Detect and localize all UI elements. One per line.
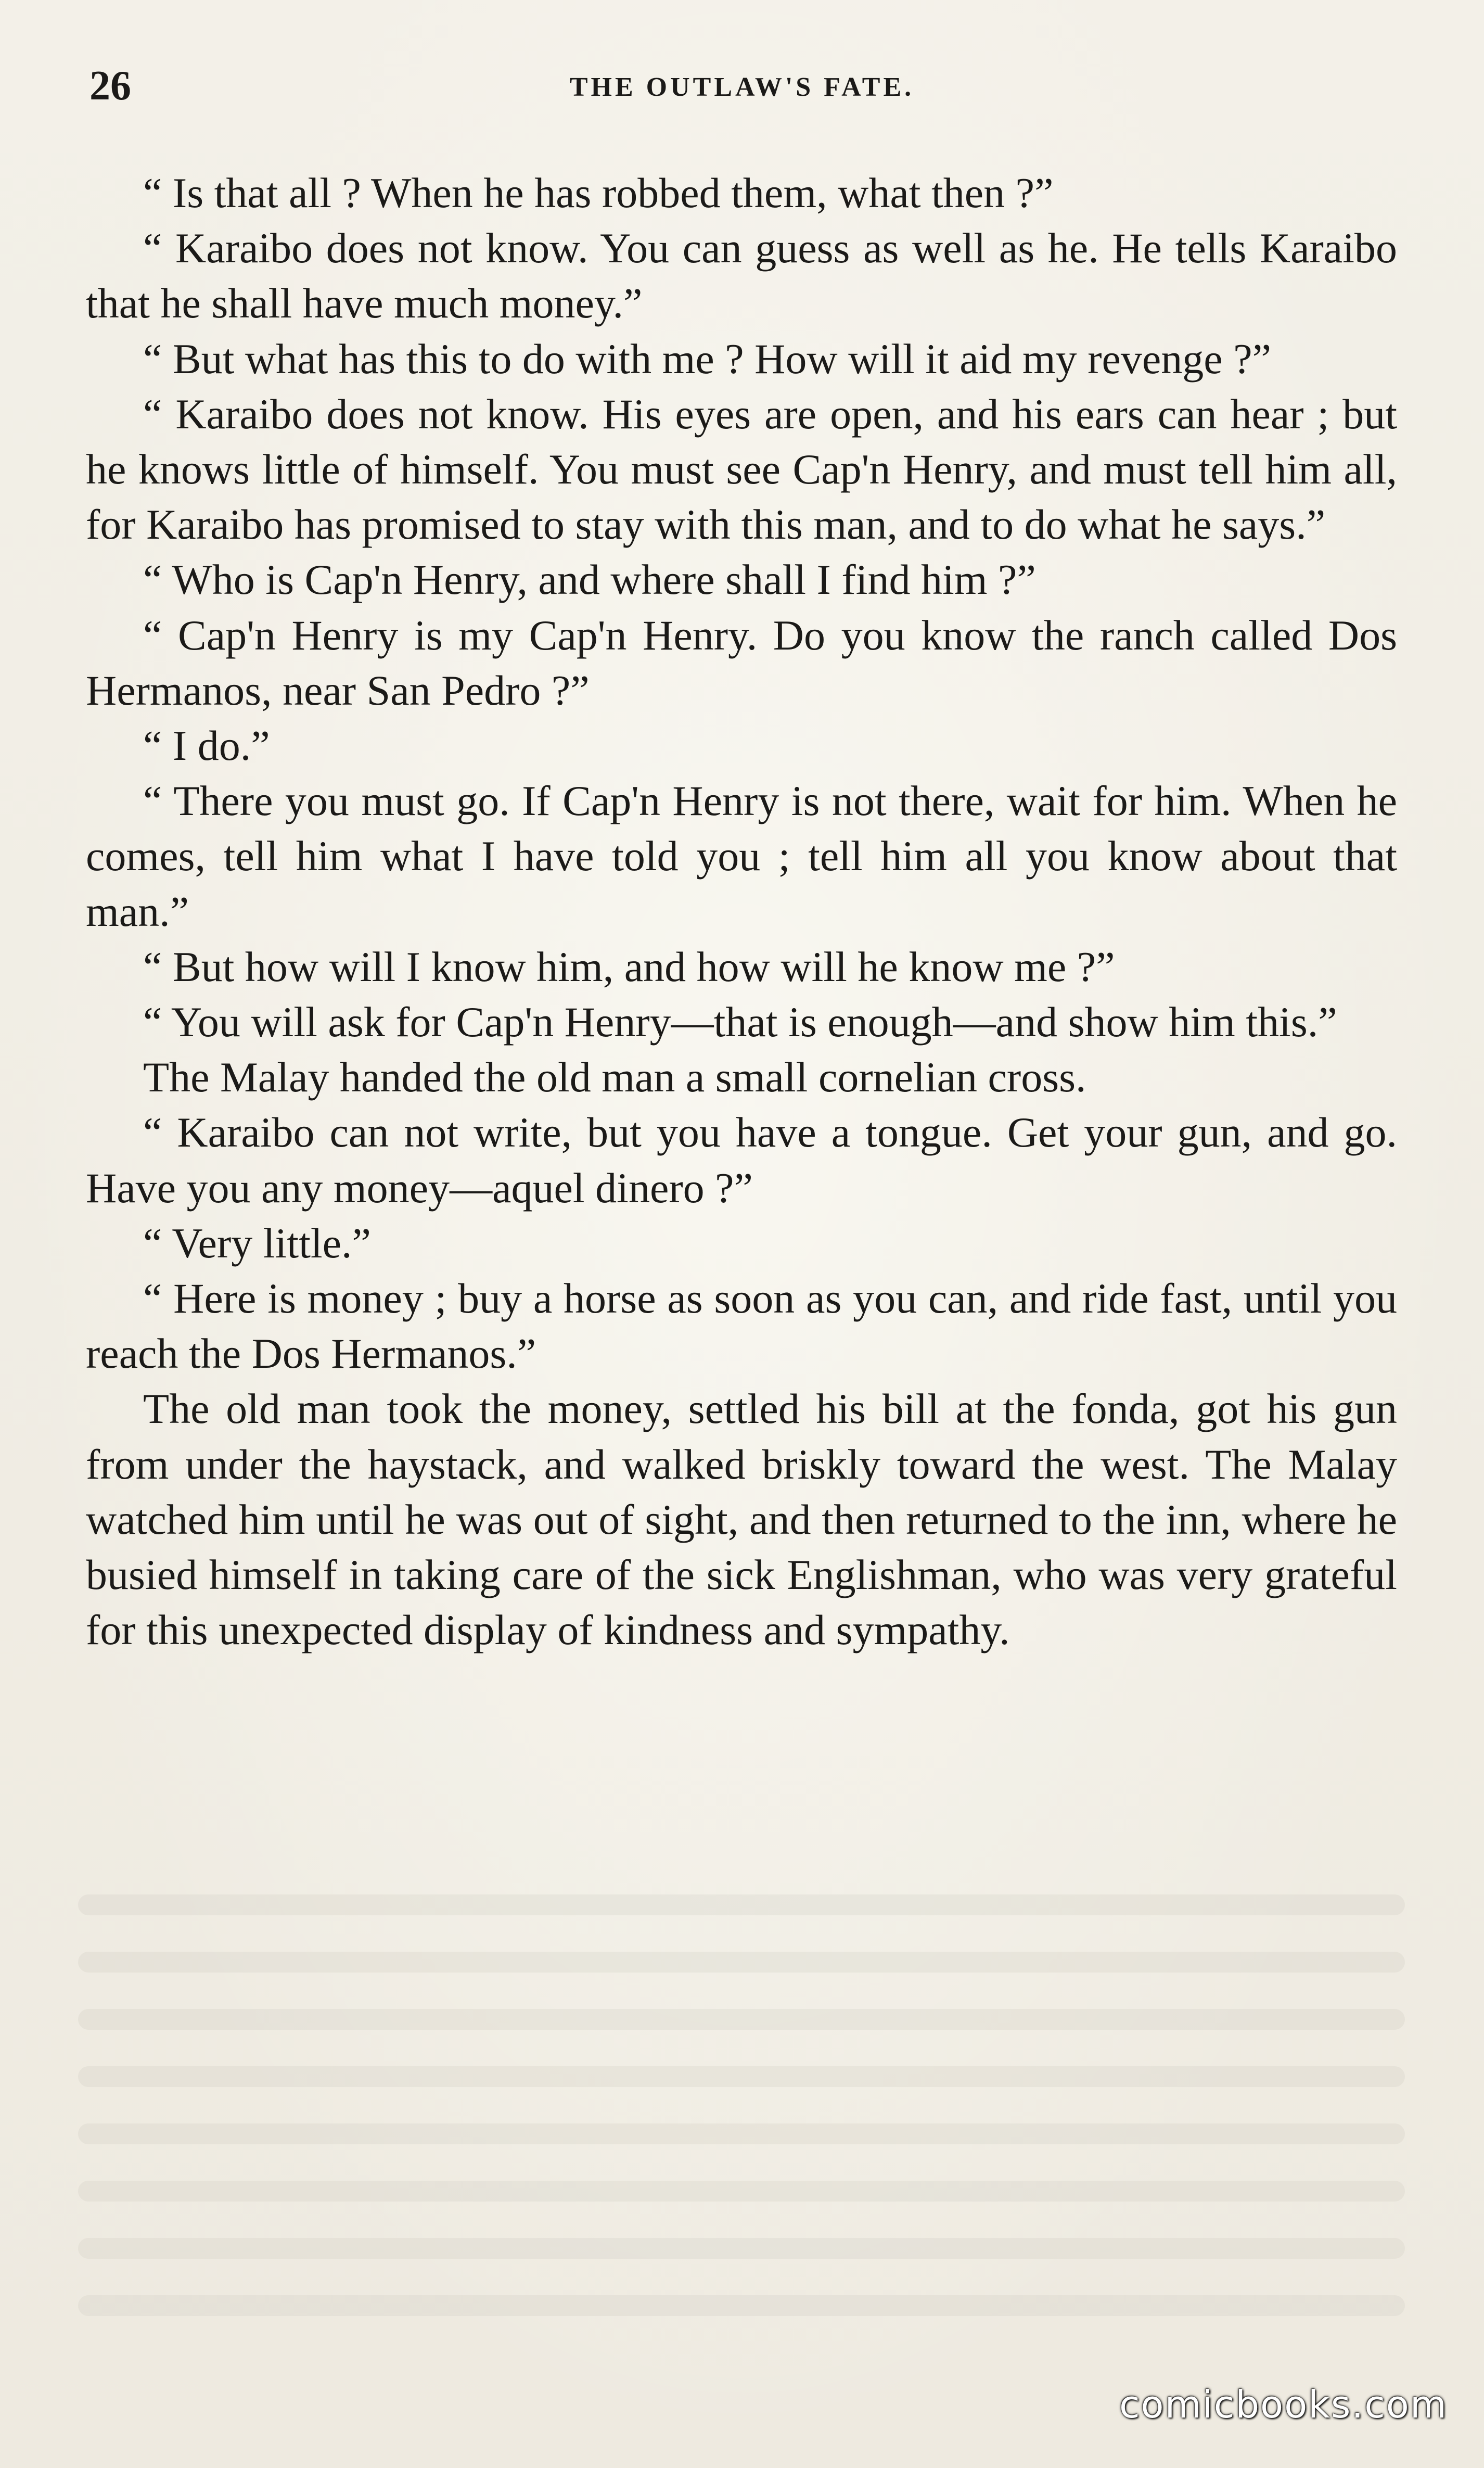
body-text <box>86 166 1397 1658</box>
paragraph: “ But what has this to do with me ? How will it aid my revenge ?” <box>143 335 1271 383</box>
page-number: 26 <box>89 63 131 109</box>
show-through-line <box>78 1952 1405 1973</box>
paragraph: “ Who is Cap'n Henry, and where shall I find him ?” <box>143 556 1036 604</box>
paragraph: “ Karaibo does not know. His eyes are open, and his ears can hear ; but he knows little of himself. You must see Cap'n Henry, and must tell him all, for Karaibo has promised to stay with this man, and to do what he says.” <box>86 390 1397 549</box>
paragraph: “ Very little.” <box>143 1219 371 1267</box>
paragraph: “ I do.” <box>143 722 270 770</box>
show-through-line <box>78 2123 1405 2144</box>
running-head: THE OUTLAW'S FATE. <box>569 72 915 102</box>
site-watermark: comicbooks.com <box>1119 2383 1448 2426</box>
paragraph: “ You will ask for Cap'n Henry—that is enough—and show him this.” <box>143 998 1337 1046</box>
show-through-line <box>78 1894 1405 1915</box>
page-header <box>0 62 1484 109</box>
paragraph: “ Karaibo can not write, but you have a tongue. Get your gun, and go. Have you any money—aquel dinero ?” <box>86 1109 1397 1212</box>
show-through-line <box>78 2238 1405 2259</box>
show-through-line <box>78 2009 1405 2030</box>
show-through-line <box>78 2066 1405 2087</box>
paragraph: The old man took the money, settled his bill at the fonda, got his gun from under the haystack, and walked briskly toward the west. The Malay watched him until he was out of sight, and then returned to the inn, where he busied himself in taking care of the sick Englishman, who was very grateful for this unexpected display of kindness and sympathy. <box>86 1385 1397 1654</box>
paragraph: “ Cap'n Henry is my Cap'n Henry. Do you know the ranch called Dos Hermanos, near San Pedro ?” <box>86 611 1397 714</box>
paragraph: The Malay handed the old man a small cornelian cross. <box>143 1053 1086 1101</box>
show-through-line <box>78 2181 1405 2202</box>
show-through-line <box>78 2295 1405 2316</box>
paragraph: “ Is that all ? When he has robbed them, what then ?” <box>143 169 1054 217</box>
paragraph: “ There you must go. If Cap'n Henry is not there, wait for him. When he comes, tell him what I have told you ; tell him all you know about that man.” <box>86 777 1397 935</box>
paragraph: “ But how will I know him, and how will he know me ?” <box>143 943 1115 990</box>
paragraph: “ Karaibo does not know. You can guess as well as he. He tells Karaibo that he shall have much money.” <box>86 224 1397 327</box>
paragraph: “ Here is money ; buy a horse as soon as you can, and ride fast, until you reach the Dos Hermanos.” <box>86 1275 1397 1378</box>
